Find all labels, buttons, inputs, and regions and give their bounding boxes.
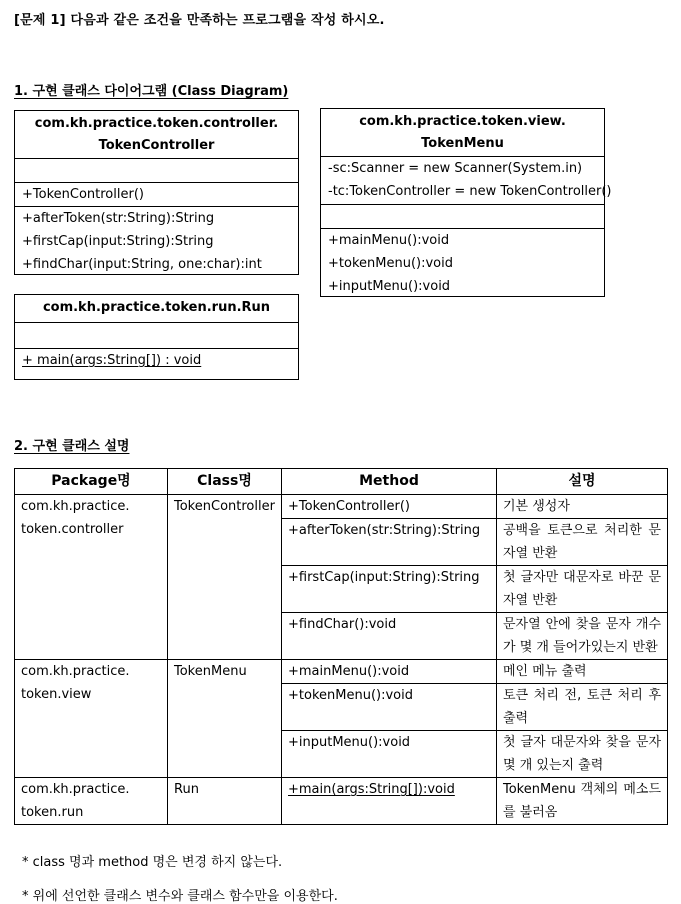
package-line2: token.view: [21, 687, 92, 702]
uml-fields-section: [321, 157, 612, 205]
description-cell: 공백을 토큰으로 처리한 문자열 반환: [497, 519, 668, 566]
package-cell: [15, 778, 168, 825]
uml-method: +mainMenu():void: [328, 233, 450, 248]
uml-field: -sc:Scanner = new Scanner(System.in): [328, 161, 583, 176]
uml-class-name-line2: TokenController: [98, 138, 215, 153]
uml-class-token-controller: [14, 110, 299, 275]
method-cell: +afterToken(str:String):String: [282, 519, 497, 566]
package-cell: [15, 660, 168, 778]
uml-class-name: [15, 111, 298, 159]
description-cell: 토큰 처리 전, 토큰 처리 후 출력: [497, 684, 668, 731]
uml-constructors-section: [15, 183, 298, 207]
description-cell: 첫 글자 대문자와 찾을 문자 몇 개 있는지 출력: [497, 731, 668, 778]
table-header-row: [15, 469, 668, 495]
uml-class-name-line1: com.kh.practice.token.view.: [359, 114, 566, 129]
table-row: [15, 660, 668, 684]
method-cell: +tokenMenu():void: [282, 684, 497, 731]
note-usage: * 위에 선언한 클래스 변수와 클래스 함수만을 이용한다.: [22, 889, 338, 904]
package-line2: token.controller: [21, 522, 124, 537]
uml-method: + main(args:String[]) : void: [22, 353, 202, 368]
uml-class-token-menu: [320, 108, 612, 297]
package-cell: [15, 495, 168, 660]
description-cell: 메인 메뉴 출력: [497, 660, 668, 684]
package-line1: com.kh.practice.: [21, 664, 130, 679]
header-method: Method: [282, 469, 497, 495]
uml-method: +firstCap(input:String):String: [22, 234, 214, 249]
uml-method: +inputMenu():void: [328, 279, 451, 294]
note-naming: * class 명과 method 명은 변경 하지 않는다.: [22, 855, 283, 870]
class-cell: TokenController: [168, 495, 282, 660]
uml-method: +findChar(input:String, one:char):int: [22, 257, 262, 272]
description-cell: TokenMenu 객체의 메소드를 불러옴: [497, 778, 668, 825]
method-cell: +firstCap(input:String):String: [282, 566, 497, 613]
uml-method: +tokenMenu():void: [328, 256, 453, 271]
uml-method: +afterToken(str:String):String: [22, 211, 215, 226]
header-class: Class명: [168, 469, 282, 495]
uml-fields-section: [15, 323, 298, 349]
table-row: [15, 495, 668, 519]
package-line1: com.kh.practice.: [21, 782, 130, 797]
method-cell: +TokenController(): [282, 495, 497, 519]
uml-constructors-section: [321, 205, 604, 229]
uml-methods-section: [321, 229, 604, 300]
package-line1: com.kh.practice.: [21, 499, 130, 514]
section-title-class-description: 2. 구현 클래스 설명: [14, 439, 130, 454]
class-description-table: [14, 468, 668, 825]
uml-class-name-line1: com.kh.practice.token.controller.: [34, 116, 279, 131]
section-title-class-diagram: 1. 구현 클래스 다이어그램 (Class Diagram): [14, 84, 289, 99]
uml-methods-section: [15, 349, 298, 374]
uml-class-name-line2: TokenMenu: [421, 136, 504, 151]
description-cell: 첫 글자만 대문자로 바꾼 문자열 반환: [497, 566, 668, 613]
method-text: +main(args:String[]):void: [288, 782, 455, 797]
uml-fields-section: [15, 159, 298, 183]
description-cell: 문자열 안에 찾을 문자 개수가 몇 개 들어가있는지 반환: [497, 613, 668, 660]
method-cell: +findChar():void: [282, 613, 497, 660]
class-cell: Run: [168, 778, 282, 825]
uml-constructor: +TokenController(): [22, 187, 144, 202]
uml-class-name: com.kh.practice.token.run.Run: [15, 295, 298, 323]
header-description: 설명: [497, 469, 668, 495]
problem-title: [문제 1] 다음과 같은 조건을 만족하는 프로그램을 작성 하시오.: [14, 13, 385, 28]
header-package: Package명: [15, 469, 168, 495]
uml-field: -tc:TokenController = new TokenController(): [328, 184, 612, 199]
class-cell: TokenMenu: [168, 660, 282, 778]
package-line2: token.run: [21, 805, 84, 820]
description-cell: 기본 생성자: [497, 495, 668, 519]
method-cell: +inputMenu():void: [282, 731, 497, 778]
method-cell: [282, 778, 497, 825]
uml-class-name: [321, 109, 604, 157]
table-row: [15, 778, 668, 825]
uml-methods-section: [15, 207, 298, 278]
method-cell: +mainMenu():void: [282, 660, 497, 684]
uml-class-run: [14, 294, 299, 380]
